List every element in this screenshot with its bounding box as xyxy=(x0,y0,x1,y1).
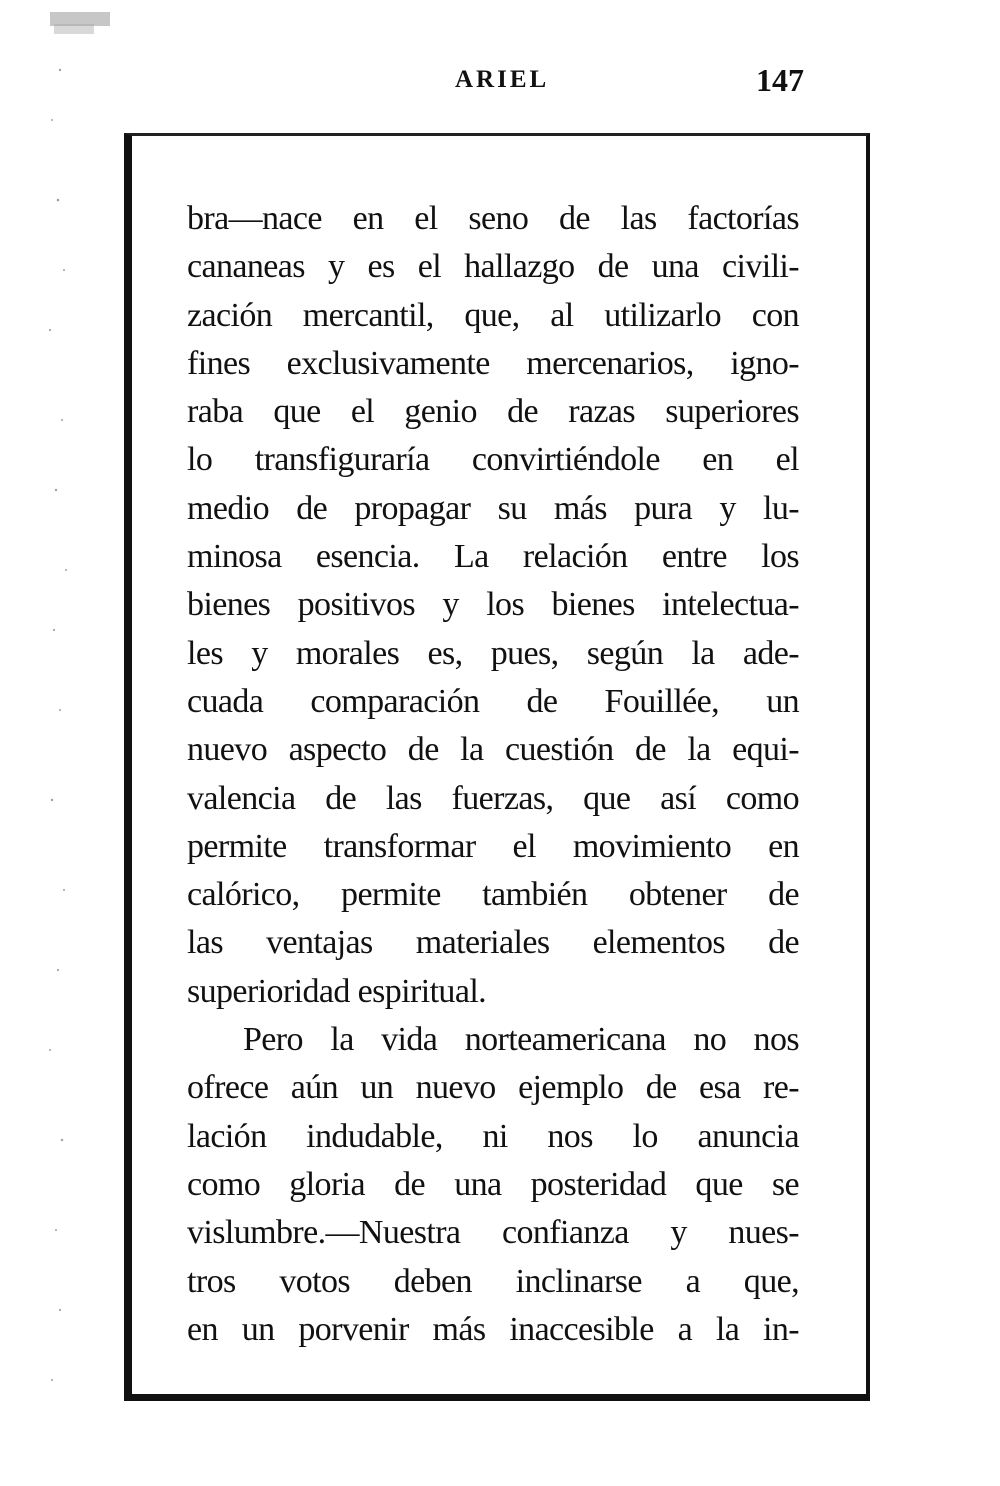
text-line: valencia de las fuerzas, que así como xyxy=(187,779,799,817)
page-number: 147 xyxy=(756,62,804,98)
text-line: medio de propagar su más pura y lu- xyxy=(187,489,799,527)
text-line: raba que el genio de razas superiores xyxy=(187,393,799,431)
text-line: las ventajas materiales elementos de xyxy=(187,924,799,962)
running-header xyxy=(0,62,1000,106)
text-line: lo transfiguraría convirtiéndole en el xyxy=(187,441,799,479)
text-line: lación indudable, ni nos lo anuncia xyxy=(187,1117,799,1155)
scan-noise-margin xyxy=(40,10,130,1410)
text-line: fines exclusivamente mercenarios, igno- xyxy=(187,344,799,382)
text-line: en un porvenir más inaccesible a la in- xyxy=(187,1310,799,1348)
text-line: como gloria de una posteridad que se xyxy=(187,1165,799,1203)
text-line: zación mercantil, que, al utilizarlo con xyxy=(187,296,799,334)
text-line: vislumbre.—Nuestra confianza y nues- xyxy=(187,1214,799,1252)
text-line: bra—nace en el seno de las factorías xyxy=(187,200,799,237)
text-line: cuada comparación de Fouillée, un xyxy=(187,682,799,720)
text-line: cananeas y es el hallazgo de una civili- xyxy=(187,248,799,286)
body-text xyxy=(187,195,799,1354)
text-line: bienes positivos y los bienes intelectua- xyxy=(187,586,799,624)
text-line: nuevo aspecto de la cuestión de la equi- xyxy=(187,731,799,769)
text-line: les y morales es, pues, según la ade- xyxy=(187,634,799,672)
text-line: calórico, permite también obtener de xyxy=(187,876,799,914)
text-line: tros votos deben inclinarse a que, xyxy=(187,1262,799,1300)
text-line: permite transformar el movimiento en xyxy=(187,827,799,865)
text-line: ofrece aún un nuevo ejemplo de esa re- xyxy=(187,1069,799,1107)
running-title: ARIEL xyxy=(455,66,550,93)
text-line: minosa esencia. La relación entre los xyxy=(187,538,799,576)
paragraph-start-line: Pero la vida norteamericana no nos xyxy=(243,1021,799,1059)
paragraph-end-line: superioridad espiritual. xyxy=(187,972,487,1010)
